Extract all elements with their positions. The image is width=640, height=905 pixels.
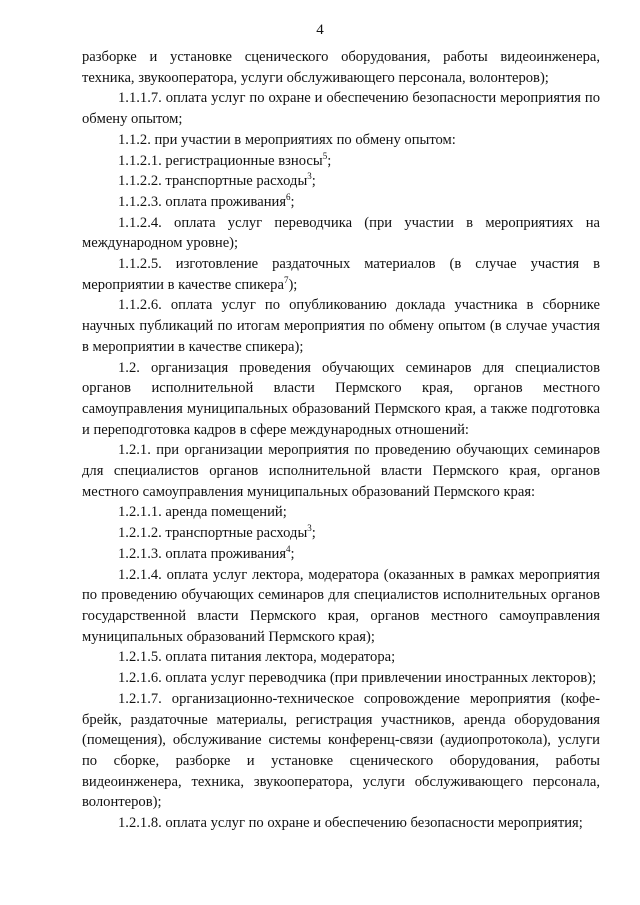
paragraph-text: 1.2.1.4. оплата услуг лектора, модератора (оказанных в рамках мероприятия по проведению обучающих семинаров для специалистов исполнительных органов государственной власти Пермского края, органов местного самоуправления муниципальных образований Пермского края); xyxy=(82,566,600,645)
paragraph xyxy=(82,88,600,129)
paragraph xyxy=(82,171,600,192)
paragraph-text: 1.2.1.6. оплата услуг переводчика (при привлечении иностранных лекторов); xyxy=(118,670,597,687)
footnote-marker: 5 xyxy=(322,150,328,161)
paragraph xyxy=(82,813,600,834)
paragraph-text: 1.1.2.1. регистрационные взносы xyxy=(118,152,323,169)
footnote-marker: 4 xyxy=(286,543,291,554)
paragraph xyxy=(82,440,600,502)
paragraph-text: 1.1.1.7. оплата услуг по охране и обеспечению безопасности мероприятия по обмену опытом; xyxy=(82,90,600,128)
paragraph xyxy=(82,647,600,668)
paragraph-punctuation: ); xyxy=(288,276,298,293)
paragraph xyxy=(82,192,600,213)
paragraph-text: 1.2.1.7. организационно-техническое сопровождение мероприятия (кофе-брейк, раздаточные материалы, регистрация участников, аренда оборудования (помещения), обслуживание системы конференц-связи (аудиопротокола), услуги по сборке, разборке и установке сценического оборудования, работы видеоинженера, техника, звукооператора, услуги обслуживающего персонала, волонтеров); xyxy=(82,690,600,811)
paragraph-punctuation: ; xyxy=(290,545,295,562)
paragraph xyxy=(82,689,600,813)
footnote-marker: 3 xyxy=(307,523,312,534)
paragraph-text: 1.1.2.6. оплата услуг по опубликованию доклада участника в сборнике научных публикаций по итогам мероприятия по обмену опытом (в случае участия в мероприятии в качестве спикера); xyxy=(82,297,600,355)
paragraph-punctuation: ; xyxy=(311,173,316,190)
paragraph-text: 1.2.1. при организации мероприятия по проведению обучающих семинаров для специалистов органов исполнительной власти Пермского края, органов местного самоуправления муниципальных образований Пермского края: xyxy=(82,442,600,500)
paragraph-punctuation: ; xyxy=(290,193,295,210)
paragraph-text: 1.1.2.2. транспортные расходы xyxy=(118,173,308,190)
paragraph-text: 1.2.1.2. транспортные расходы xyxy=(118,525,308,542)
paragraph xyxy=(82,502,600,523)
paragraph xyxy=(82,523,600,544)
paragraph-text: разборке и установке сценического оборудования, работы видеоинженера, техника, звукооператора, услуги обслуживающего персонала, волонтеров); xyxy=(82,49,600,86)
paragraph xyxy=(82,668,600,689)
paragraph-text: 1.1.2.4. оплата услуг переводчика (при участии в мероприятиях на международном уровне); xyxy=(82,214,600,252)
paragraph-text: 1.2.1.1. аренда помещений; xyxy=(118,504,287,521)
footnote-marker: 7 xyxy=(283,274,289,285)
paragraph-text: 1.1.2. при участии в мероприятиях по обмену опытом: xyxy=(118,131,456,148)
footnote-marker: 3 xyxy=(307,171,312,182)
paragraph xyxy=(82,213,600,254)
document-body xyxy=(82,47,600,834)
paragraph xyxy=(82,565,600,648)
paragraph xyxy=(82,47,600,88)
paragraph xyxy=(82,130,600,151)
page-number: 4 xyxy=(316,22,324,38)
footnote-marker: 6 xyxy=(286,191,291,202)
paragraph xyxy=(82,295,600,357)
paragraph xyxy=(82,254,600,295)
paragraph-text: 1.1.2.5. изготовление раздаточных материалов (в случае участия в мероприятии в качестве спикера xyxy=(82,256,600,293)
paragraph-punctuation: ; xyxy=(327,152,332,169)
paragraph-text: 1.2.1.3. оплата проживания xyxy=(118,545,287,562)
paragraph-punctuation: ; xyxy=(311,525,316,542)
paragraph xyxy=(82,544,600,565)
paragraph-text: 1.1.2.3. оплата проживания xyxy=(118,193,287,210)
paragraph-text: 1.2.1.5. оплата питания лектора, модератора; xyxy=(118,649,396,666)
paragraph xyxy=(82,151,600,172)
paragraph-text: 1.2. организация проведения обучающих семинаров для специалистов органов исполнительной власти Пермского края, органов местного самоуправления муниципальных образований Пермского края, а также подготовка и переподготовка кадров в сфере международных отношений: xyxy=(82,359,600,438)
paragraph xyxy=(82,358,600,441)
paragraph-text: 1.2.1.8. оплата услуг по охране и обеспечению безопасности мероприятия; xyxy=(118,815,583,832)
